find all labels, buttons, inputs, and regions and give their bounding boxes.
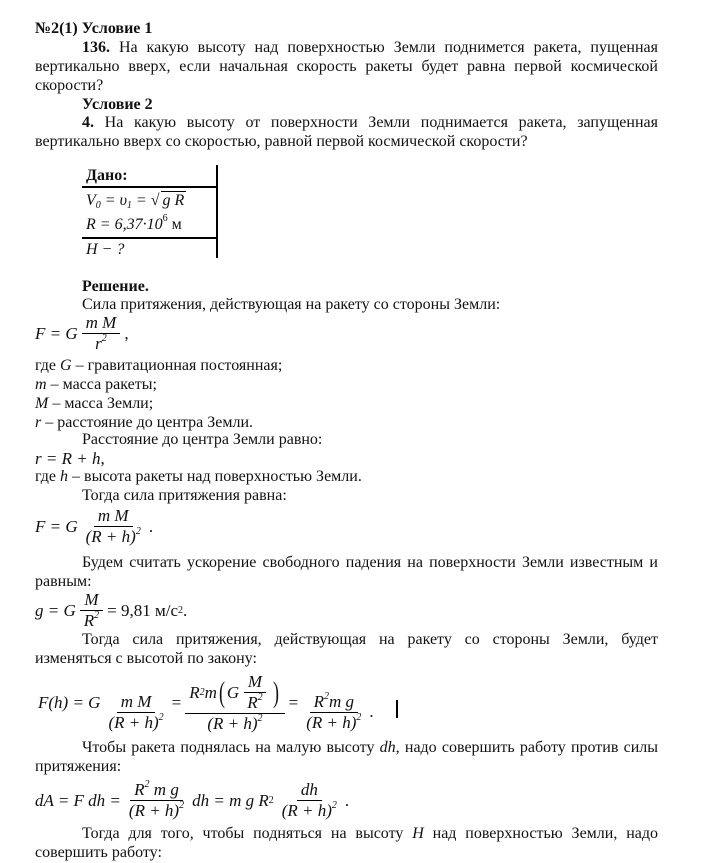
f6-den1 bbox=[125, 801, 188, 821]
p6-text: Чтобы ракета поднялась на малую высоту bbox=[82, 739, 380, 756]
f1-num: m M bbox=[82, 313, 121, 334]
f3-fraction bbox=[82, 506, 145, 547]
f5-eq: = bbox=[171, 693, 182, 712]
condition-2-number: 4. bbox=[82, 114, 94, 131]
v-symbol: V bbox=[86, 192, 96, 209]
solution-p7 bbox=[35, 824, 658, 862]
f6-mid: dh = m g R bbox=[192, 790, 269, 810]
f5-num3 bbox=[310, 692, 358, 713]
inner-den bbox=[243, 693, 266, 713]
p7-text-end: над поверхностью Земли, надо совершить работу: bbox=[35, 825, 659, 861]
definition: – расстояние до центра Земли. bbox=[41, 414, 254, 431]
symbol: m bbox=[35, 376, 47, 393]
formula-force-law bbox=[38, 672, 374, 734]
den-base: (R + h) bbox=[128, 801, 180, 820]
den-base: (R + h) bbox=[108, 712, 159, 732]
document-title bbox=[35, 19, 152, 38]
mg: m g bbox=[328, 691, 354, 711]
f6-num1 bbox=[130, 780, 183, 801]
sqrt-arg: g R bbox=[162, 192, 185, 209]
condition-1-body: На какую высоту над поверхностью Земли поднимется ракета, пущенная вертикально вверх, если начальная скорость ракеты будет равна первой космической скорости? bbox=[35, 39, 659, 94]
divider bbox=[82, 186, 216, 188]
f5-lhs: F(h) = G bbox=[38, 693, 101, 712]
where-prefix: где bbox=[35, 357, 61, 374]
definition: – гравитационная постоянная; bbox=[71, 357, 283, 374]
f6-lhs: dA = F dh = bbox=[35, 790, 121, 810]
den-exp: 2 bbox=[158, 711, 164, 723]
solution-p2: Расстояние до центра Земли равно: bbox=[82, 431, 323, 448]
where-h bbox=[35, 467, 362, 486]
f5-den1 bbox=[104, 713, 167, 733]
given-table bbox=[82, 165, 218, 258]
mg: m g bbox=[149, 780, 179, 799]
condition-1-number: 136. bbox=[82, 39, 110, 56]
den-exp: 2 bbox=[257, 713, 263, 724]
f3-den-base: (R + h) bbox=[85, 527, 136, 546]
where-M bbox=[35, 394, 153, 413]
f6-num2: dh bbox=[297, 780, 322, 801]
sqrt-sign: = √ bbox=[131, 192, 160, 209]
g-symbol: G bbox=[226, 682, 240, 702]
inner-fraction bbox=[243, 672, 266, 713]
h-symbol: H bbox=[412, 825, 424, 842]
f5-fraction-1 bbox=[104, 692, 167, 733]
symbol: M bbox=[35, 395, 49, 412]
f2-tail: , bbox=[100, 449, 105, 468]
formula-gravity bbox=[35, 313, 129, 354]
where-m bbox=[35, 375, 157, 394]
f6-tail: . bbox=[344, 790, 350, 810]
radius-unit: м bbox=[167, 216, 182, 233]
p6-text-end: , надо совершить работу против силы притяжения: bbox=[35, 739, 659, 775]
given-heading: Дано: bbox=[86, 167, 128, 184]
formula-gravity-height bbox=[35, 506, 153, 547]
definition: – масса Земли; bbox=[48, 395, 154, 412]
f4-num: M bbox=[80, 590, 102, 611]
den-base: (R + h) bbox=[306, 712, 357, 732]
f4-lhs: g = G bbox=[35, 600, 76, 620]
exp: 2 bbox=[323, 690, 329, 702]
formula-distance bbox=[35, 449, 105, 468]
given-radius bbox=[86, 213, 182, 234]
f3-den-exp: 2 bbox=[135, 526, 141, 537]
definition: – масса ракеты; bbox=[46, 376, 157, 393]
solution-p6 bbox=[35, 738, 658, 776]
condition-2-body: На какую высоту от поверхности Земли поднимается ракета, запущенная вертикально вверх со скоростью, равной первой космической скорости? bbox=[35, 114, 658, 150]
problem-number: №2(1) bbox=[35, 20, 78, 37]
solution-p5: Тогда сила притяжения, действующая на ракету со стороны Земли, будет изменяться с высотой по закону: bbox=[35, 631, 658, 667]
radius-value: R = 6,37·10 bbox=[86, 216, 163, 233]
f1-tail: , bbox=[124, 323, 129, 343]
inner-exp: 2 bbox=[257, 692, 263, 703]
symbol: G bbox=[60, 357, 72, 374]
symbol: h bbox=[60, 468, 69, 485]
den-base: (R + h) bbox=[207, 714, 258, 733]
f4-den bbox=[80, 611, 103, 631]
radius-exp: 6 bbox=[162, 213, 168, 224]
divider bbox=[82, 237, 216, 239]
formula-g: g = G $\frac{M}{R^2}$ = 9,81 м/с 2 . bbox=[35, 590, 188, 630]
condition-1-text bbox=[35, 38, 658, 95]
condition-2-text bbox=[35, 113, 658, 151]
f3-num: m M bbox=[94, 506, 133, 527]
f5-fraction-2 bbox=[185, 672, 284, 734]
f3-tail: . bbox=[148, 516, 154, 536]
f1-den-exp: 2 bbox=[101, 333, 107, 344]
solution-p4: Будем считать ускорение свободного падения на поверхности Земли известным и равным: bbox=[35, 554, 658, 590]
v-sub: 0 bbox=[95, 200, 101, 211]
paren-close: ) bbox=[272, 675, 279, 709]
solution-heading bbox=[82, 277, 149, 296]
inner-den-base: R bbox=[247, 693, 258, 712]
exp: 2 bbox=[144, 779, 150, 790]
f5-tail: . bbox=[369, 702, 374, 721]
f5-num1: m M bbox=[117, 692, 156, 713]
given-label bbox=[86, 167, 128, 185]
r-symbol: R bbox=[313, 691, 324, 711]
f5-fraction-3 bbox=[302, 692, 365, 733]
f4-rhs: = 9,81 м/с bbox=[107, 600, 179, 620]
condition-2-label bbox=[82, 95, 153, 114]
f4-den-base: R bbox=[83, 611, 95, 630]
given-find: H − ? bbox=[86, 241, 125, 258]
f4-tail: . bbox=[183, 600, 188, 620]
f2-expr: r = R + h bbox=[35, 449, 101, 468]
solution-p1: Сила притяжения, действующая на ракету со стороны Земли: bbox=[82, 296, 501, 313]
where-prefix: где bbox=[35, 468, 61, 485]
formula-work: dA = F dh = $\frac{R^2 m g}{(R + h)^2}$ dh = m g R 2 $\frac{dh}{(R + h)^2}$ . bbox=[35, 779, 350, 820]
f5-eq-2: = bbox=[288, 693, 299, 712]
p7-text: Тогда для того, чтобы подняться на высоту bbox=[82, 825, 413, 842]
r-symbol: R bbox=[134, 780, 145, 799]
dh-symbol: dh bbox=[379, 739, 396, 756]
den-exp: 2 bbox=[179, 800, 185, 811]
v1-sub: 1 bbox=[126, 200, 132, 211]
f4-den-exp: 2 bbox=[94, 610, 100, 621]
r-symbol: R bbox=[189, 682, 200, 702]
f3-lhs: F = G bbox=[35, 516, 78, 536]
paren-open: ( bbox=[218, 675, 225, 709]
f1-fraction bbox=[82, 313, 121, 354]
condition-2-heading: Условие 2 bbox=[82, 96, 153, 113]
f1-den-base: r bbox=[95, 334, 102, 353]
den-exp: 2 bbox=[331, 800, 337, 811]
f5-den3 bbox=[302, 713, 365, 733]
den-base: (R + h) bbox=[281, 801, 332, 820]
f6-fraction-2 bbox=[278, 780, 341, 821]
symbol: r bbox=[35, 414, 42, 431]
definition: – высота ракеты над поверхностью Земли. bbox=[68, 468, 362, 485]
f5-num2: R 2 m ( G $\frac{M}{R^2}$ ) bbox=[185, 672, 284, 714]
solution-p3: Тогда сила притяжения равна: bbox=[82, 487, 287, 504]
text-cursor bbox=[396, 700, 398, 718]
f6-den2 bbox=[278, 801, 341, 821]
m-symbol: m bbox=[204, 682, 217, 702]
f1-lhs: F = G bbox=[35, 323, 78, 343]
f5-den2 bbox=[203, 714, 266, 734]
f1-den bbox=[91, 334, 111, 354]
f6-fraction-1 bbox=[125, 780, 188, 821]
den-exp: 2 bbox=[356, 711, 362, 723]
given-velocity bbox=[86, 191, 186, 210]
f4-fraction bbox=[80, 590, 103, 631]
f3-den bbox=[82, 527, 145, 547]
inner-num: M bbox=[244, 672, 266, 693]
condition-1-label: Условие 1 bbox=[81, 20, 153, 37]
where-g bbox=[35, 356, 282, 375]
solution-label: Решение. bbox=[82, 278, 149, 295]
v-eq: = υ bbox=[100, 192, 127, 209]
